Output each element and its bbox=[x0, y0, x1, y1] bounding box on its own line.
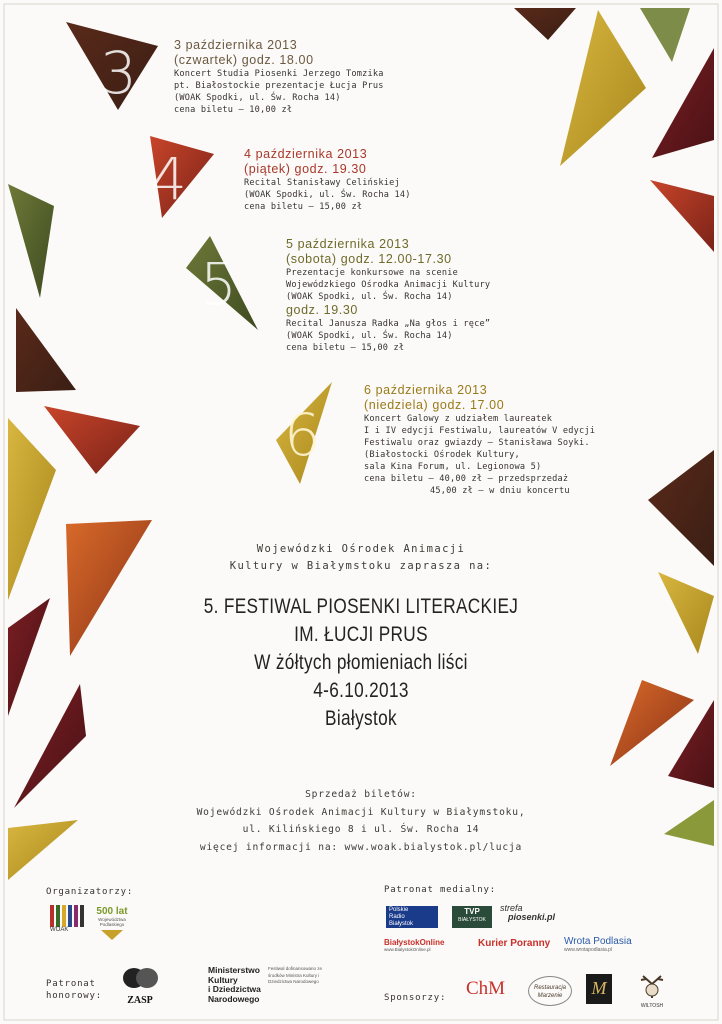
leaf-shape bbox=[652, 48, 714, 158]
ticket-line: Wojewódzki Ośrodek Animacji Kultury w Białymstoku, bbox=[196, 806, 526, 818]
restauracja-text: Restauracja Marzenie bbox=[533, 985, 566, 999]
ministry-text: Kultury bbox=[208, 974, 238, 985]
event-line: Koncert Galowy z udziałem laureatek bbox=[364, 414, 553, 424]
500-lat-emblem-icon bbox=[101, 930, 123, 940]
ministry-funding-note: Festiwal dofinansowano ze środków Ministra Kultury i Dziedzictwa Narodowego bbox=[268, 966, 323, 984]
leaf-shape bbox=[16, 308, 76, 392]
tvp-bialystok-logo bbox=[452, 906, 492, 928]
strefa-text: piosenki.pl bbox=[508, 912, 556, 922]
wrota-text: Wrota Podlasia bbox=[564, 936, 632, 947]
500-lat-logo bbox=[92, 906, 132, 945]
ticket-website: więcej informacji na: www.woak.bialystok.pl/lucja bbox=[199, 841, 523, 853]
bialystok-online-url: www.BialystokOnline.pl bbox=[384, 947, 431, 952]
event-line: Recital Stanisławy Celińskiej bbox=[244, 178, 400, 188]
500-lat-text: 500 lat bbox=[96, 906, 128, 917]
event-line: Wojewódzkiego Ośrodka Animacji Kultury bbox=[286, 280, 491, 290]
event-line: Festiwalu oraz gwiazdy – Stanisława Soyki. bbox=[364, 438, 590, 448]
event-date: 3 października 2013 bbox=[174, 38, 298, 52]
kurier-poranny-logo: Kurier Poranny bbox=[478, 938, 551, 949]
honorary-label-line: Patronat bbox=[46, 979, 96, 989]
invitation-text bbox=[0, 541, 722, 575]
strefa-piosenki-logo bbox=[500, 904, 555, 922]
woak-logo-bars bbox=[50, 905, 84, 927]
leaf-shape bbox=[650, 180, 714, 252]
event-time: (sobota) godz. 12.00-17.30 bbox=[286, 252, 452, 266]
ministry-text: Narodowego bbox=[208, 993, 260, 1004]
leaf-shape bbox=[514, 8, 576, 40]
500-lat-subtext: Województwa Podlaskiego bbox=[98, 917, 126, 927]
deer-antlers-icon bbox=[637, 972, 667, 998]
event-block-5 bbox=[286, 237, 490, 354]
restauracja-logo bbox=[528, 976, 572, 1006]
event-price: cena biletu – 40,00 zł – przedsprzedaż bbox=[364, 474, 569, 484]
bialystok-online-text: BiałystokOnline bbox=[384, 938, 445, 947]
woak-logo bbox=[50, 905, 84, 935]
chm-logo: ChM bbox=[466, 978, 506, 999]
ministry-text: i Dziedzictwa bbox=[208, 984, 261, 994]
strefa-text: strefa bbox=[500, 903, 523, 913]
event-line: (Białostocki Ośrodek Kultury, bbox=[364, 450, 520, 460]
event-line: Recital Janusza Radka „Na głos i ręce” bbox=[286, 319, 491, 329]
wrota-url: www.wrotapodlasia.pl bbox=[564, 947, 613, 953]
event-time: (czwartek) godz. 18.00 bbox=[174, 53, 314, 67]
woak-logo-text: WOAK bbox=[50, 927, 69, 933]
wrota-podlasia-logo bbox=[564, 936, 632, 953]
title-subtitle: W żółtych płomieniach liści bbox=[254, 651, 468, 674]
sponsors-label: Sponsorzy: bbox=[384, 993, 447, 1003]
m-logo bbox=[586, 974, 612, 1004]
event-line: (WOAK Spodki, ul. Św. Rocha 14) bbox=[244, 190, 411, 200]
event-number-3: 3 bbox=[100, 39, 137, 107]
event-date: 5 października 2013 bbox=[286, 237, 410, 251]
event-line: Koncert Studia Piosenki Jerzego Tomzika bbox=[174, 69, 384, 79]
event-price: 45,00 zł – w dniu koncertu bbox=[430, 486, 570, 496]
leaf-shape bbox=[44, 406, 140, 474]
event-block-3 bbox=[174, 38, 384, 116]
leaf-shape bbox=[658, 572, 714, 654]
event-number-6: 6 bbox=[284, 401, 321, 469]
event-number-5: 5 bbox=[200, 250, 237, 318]
m-logo-text: M bbox=[591, 978, 607, 998]
event-line: sala Kina Forum, ul. Legionowa 5) bbox=[364, 462, 542, 472]
media-patronage-label: Patronat medialny: bbox=[384, 885, 496, 895]
event-block-6 bbox=[364, 383, 595, 497]
leaf-shape bbox=[8, 598, 50, 716]
event-line: (WOAK Spodki, ul. Św. Rocha 14) bbox=[174, 93, 341, 103]
event-block-4 bbox=[244, 147, 411, 213]
title-dates: 4-6.10.2013 bbox=[313, 679, 409, 702]
zasp-text: ZASP bbox=[127, 995, 153, 1006]
event-line: (WOAK Spodki, ul. Św. Rocha 14) bbox=[286, 292, 453, 302]
leaf-shape bbox=[8, 184, 54, 298]
title-line: 5. FESTIWAL PIOSENKI LITERACKIEJ bbox=[203, 595, 519, 618]
ticket-line: ul. Kilińskiego 8 i ul. Św. Rocha 14 bbox=[242, 824, 480, 835]
polskie-radio-bialystok-logo bbox=[386, 906, 438, 928]
event-price: cena biletu – 15,00 zł bbox=[244, 202, 363, 212]
ministry-text: Ministerstwo bbox=[208, 965, 260, 975]
tvp-subtext: BIAŁYSTOK bbox=[458, 917, 486, 923]
event-time: (piątek) godz. 19.30 bbox=[244, 162, 367, 176]
event-line: I i IV edycji Festiwalu, laureatów V edycji bbox=[364, 426, 596, 436]
wiltosh-text: WILTOSH bbox=[640, 1003, 664, 1009]
wiltosh-logo bbox=[630, 972, 674, 1009]
title-line: IM. ŁUCJI PRUS bbox=[294, 623, 428, 646]
event-time: (niedziela) godz. 17.00 bbox=[364, 398, 505, 412]
title-city: Białystok bbox=[325, 707, 397, 730]
honorary-patronage-label bbox=[46, 978, 102, 1002]
event-line: Prezentacje konkursowe na scenie bbox=[286, 268, 458, 278]
bialystok-online-logo bbox=[384, 938, 464, 952]
festival-title bbox=[65, 593, 657, 733]
event-date: 4 października 2013 bbox=[244, 147, 368, 161]
event-number-4: 4 bbox=[150, 145, 187, 213]
event-date: 6 października 2013 bbox=[364, 383, 488, 397]
radio-text: Radio bbox=[389, 914, 405, 920]
honorary-label-line: honorowy: bbox=[46, 991, 102, 1001]
ministry-logo bbox=[208, 966, 261, 1004]
event-line: (WOAK Spodki, ul. Św. Rocha 14) bbox=[286, 331, 453, 341]
ticket-info bbox=[0, 786, 722, 856]
invitation-line: Wojewódzki Ośrodek Animacji bbox=[256, 543, 466, 555]
event-line: pt. Białostockie prezentacje Łucja Prus bbox=[174, 81, 384, 91]
event-time-2: godz. 19.30 bbox=[286, 303, 358, 317]
radio-text: Polskie bbox=[389, 907, 409, 913]
ticket-heading: Sprzedaż biletów: bbox=[305, 789, 417, 800]
zasp-mask-icon bbox=[120, 966, 160, 990]
zasp-logo bbox=[116, 966, 164, 1006]
leaf-shape bbox=[560, 10, 646, 166]
radio-text: Białystok bbox=[389, 921, 414, 927]
leaf-shape bbox=[640, 8, 690, 62]
invitation-line: Kultury w Białymstoku zaprasza na: bbox=[229, 560, 493, 572]
organizers-label: Organizatorzy: bbox=[46, 887, 134, 897]
tvp-text: TVP bbox=[464, 907, 480, 916]
event-price: cena biletu – 10,00 zł bbox=[174, 105, 293, 115]
event-price: cena biletu – 15,00 zł bbox=[286, 343, 405, 353]
